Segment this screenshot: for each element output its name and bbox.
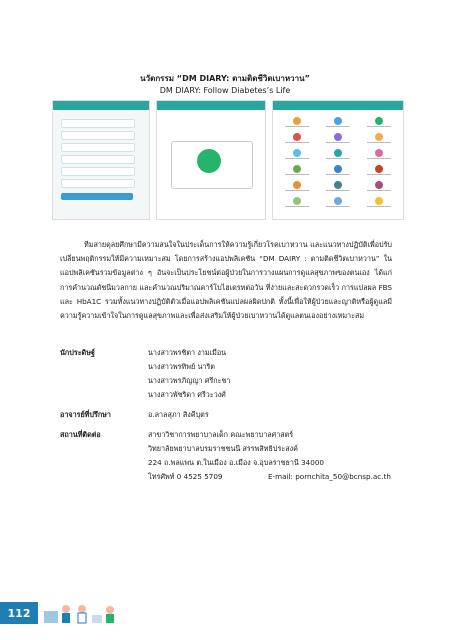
innovation-title: นวัตกรรม “DM DIARY: ตามติดชีวิตเบาหวาน” [140,74,310,83]
contact-line: สาขาวิชาการพยาบาลเด็ก คณะพยาบาลศาสตร์ [148,430,294,439]
app-screenshot-menu [272,100,404,220]
innovation-subtitle: DM DIARY: Follow Diabetes’s Life [159,86,291,95]
menu-tile [320,115,357,129]
app-screenshot-success [156,100,266,220]
form-field [61,155,135,164]
menu-tile [279,179,316,193]
contact-label: สถานที่ติดต่อ [60,430,101,439]
form-field [61,131,135,140]
page-number: 112 [0,602,38,624]
description [60,238,392,323]
contact-email: E-mail: pornchita_50@bcnsp.ac.th [268,472,391,481]
contact-phone: โทรศัพท์ 0 4525 5709 [148,472,223,481]
menu-tile [320,131,357,145]
form-field [61,179,135,188]
menu-tile [279,115,316,129]
contact-line: 224 ถ.พลแพน ต.ในเมือง อ.เมือง จ.อุบลราชธานี 34000 [148,458,324,467]
menu-tile [279,163,316,177]
innovator-name: นางสาวพรทิพย์ นาริต [148,362,215,371]
menu-tile [360,147,397,161]
menu-tile [279,147,316,161]
advisor-name: อ.ลาลสุภา สิงคีบุตร [148,410,209,419]
innovator-name: นางสาวพัชริดา ศรีวะวงศ์ [148,390,226,399]
app-screenshot-form [52,100,150,220]
menu-tile [360,163,397,177]
form-field [61,167,135,176]
contact-line: วิทยาลัยพยาบาลบรมราชชนนี สรรพสิทธิประสงค์ [148,444,298,453]
innovators-label: นักประดิษฐ์ [60,348,95,357]
menu-tile [360,179,397,193]
description-paragraph: ทีมสายดุลยศึกษามีความสนใจในประเด็นการให้ความรู้เกี่ยวโรคเบาหวาน และแนวทางปฏิบัติเพื่อปรับเปลี่ยนพฤติกรรมให้มีความเหมาะสม โดยการสร้างแอปพลิเคชัน “DM DAIRY : ตามติดชีวิตเบาหวาน” ในแอปพลิเคชันรวมข้อมูลต่าง ๆ อันจะเป็นประโยชน์ต่อผู้ป่วยในการวางแผนการดูแลสุขภาพของตนเอง ได้แก่ การคำนวณดัชนีมวลกาย และคำนวณปริมาณคาร์โบไฮเดรทต่อวัน ที่ง่ายและสะดวกรวดเร็ว การแปลผล FBS และ HbA1C รวมทั้งแนวทางปฏิบัติตัวเมื่อแอปพลิเคชันแปลผลผิดปกติ ทั้งนี้เพื่อให้ผู้ป่วยและญาติหรือผู้ดูแลมีความรู้ความเข้าใจในการดูแลสุขภาพและเพื่อส่งเสริมให้ผู้ป่วยเบาหวานได้ดูแลตนเองอย่างเหมาะสม [60,240,392,321]
app-bar [157,101,265,110]
innovator-name: นางสาวพรภิญญา ศรีกะชา [148,376,231,385]
menu-tile [360,115,397,129]
footer-illustration-icon [42,601,122,625]
menu-tile [360,131,397,145]
menu-tile [279,131,316,145]
menu-tile [320,195,357,209]
form-field [61,143,135,152]
innovator-name: นางสาวพรชิตา งามเมือน [148,348,227,357]
menu-tile [320,179,357,193]
menu-tile [320,147,357,161]
advisor-label: อาจารย์ที่ปรึกษา [60,410,111,419]
check-icon [197,149,221,173]
app-bar [273,101,403,110]
app-screenshots [52,100,402,218]
menu-tile [279,195,316,209]
menu-grid [279,115,397,215]
app-bar [53,101,149,110]
form-field [61,119,135,128]
form-submit-graphic [61,193,133,200]
menu-tile [360,195,397,209]
menu-tile [320,163,357,177]
